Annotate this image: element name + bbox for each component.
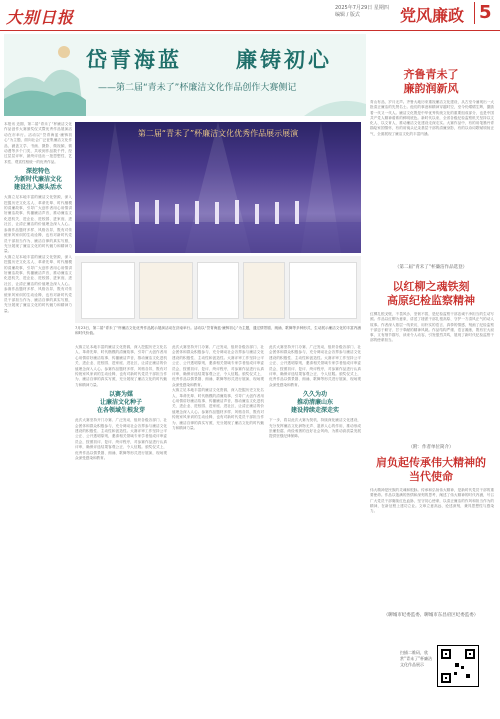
article-column-3	[172, 345, 264, 712]
artwork-gallery	[75, 256, 361, 323]
section-title: 党风廉政	[400, 6, 465, 25]
stage-performance-photo	[75, 122, 361, 253]
artwork-card	[289, 262, 357, 319]
stage-lights-graphic	[75, 122, 361, 253]
right-article-2-title: 以红柳之魂铁刻 高原纪检监察精神	[387, 280, 475, 307]
article-column-1	[4, 122, 72, 712]
right-article-1-title: 齐鲁青未了 廉韵润新风	[403, 68, 459, 95]
qr-code-icon[interactable]	[437, 645, 479, 687]
right-article-2-author: （附：作者单位简介）	[408, 445, 454, 450]
artwork-card	[243, 262, 285, 319]
headline-subtitle: ——第二届“青未了”杯廉洁文化作品创作大赛侧记	[98, 83, 297, 93]
artwork-card	[81, 262, 135, 319]
gallery-caption: 7月23日，第二届“青未了”杯廉洁文化优秀作品展示展演活动在济南举行。活动以“岱青海蓝·廉铸初心”为主题，通过情景剧、朗诵、歌舞等多种形式，生动展示廉洁文化的丰富内涵和时代价值。	[75, 326, 361, 335]
article-paragraph: 此次大赛坚持开门办赛、广泛发动，组织各级各部门、社会团体和群众积极参与，充分调动社会各界参与廉洁文化建设的积极性、主动性和创造性。大赛评审工作坚持公平公正、公开透明原则，邀请相关领域专家学者组成评审委员会，按照初评、复评、终评程序，对参赛作品进行认真评审，确保评选结果客观公正、令人信服。颁奖仪式上，优秀作品以情景剧、朗诵、歌舞等形式进行展演，现场观众深受感染和教育。	[172, 345, 264, 387]
right-article-1-body: 青山有品，岁月无声。齐鲁大地历来重视廉洁文化建设，从古至今涌现出一大批清正廉洁的先贤名士。他们的事迹和精神穿越时空，至今仍熠熠生辉，激励着一代又一代人。廉洁文化既是中华优秀传统文化的重要组成部分，也是中国共产党人精神谱系的鲜明底色。新时代以来，全省各级纪检监察机关坚持以文化人、以文育人，推动廉洁文化建设走深走实。大赛作品中，有的用笔墨丹青描绘家国情怀，有的用镜头记录基层干部的清廉身影，有的以诗词歌赋颂扬正气，全面展现了廉洁文化的丰富内涵。	[370, 100, 494, 136]
article-paragraph: 大赛立足本地丰富的廉洁文化资源，深入挖掘历史文化名人、革命先辈、时代楷模的清廉故事，引导广大创作者用心用情讲好廉洁故事、传播廉洁声音，推动廉洁文化进机关、进企业、进校园、进家庭、进社区，让清正廉洁的价值理念深入人心。参赛作品题材多样、风格各异，既有对传统家风家训的生动诠释，也有对新时代党员干部担当作为、廉洁自律的真实写照，充分展现了廉洁文化的时代魅力和精神力量。	[4, 195, 72, 254]
right-article-1-author: （第二届“青未了”杯廉洁作品选登）	[394, 265, 468, 270]
page-number: 5	[474, 2, 492, 24]
article-subheading: 深挖特色 为新时代廉洁文化 建设注入源头活水	[13, 168, 62, 192]
artwork-card	[139, 262, 193, 319]
article-paragraph: 此次大赛坚持开门办赛、广泛发动，组织各级各部门、社会团体和群众积极参与，充分调动社会各界参与廉洁文化建设的积极性、主动性和创造性。大赛评审工作坚持公平公正、公开透明原则，邀请相关领域专家学者组成评审委员会，按照初评、复评、终评程序，对参赛作品进行认真评审，确保评选结果客观公正、令人信服。颁奖仪式上，优秀作品以情景剧、朗诵、歌舞等形式进行展演，现场观众深受感染和教育。	[75, 418, 167, 461]
article-column-4	[269, 345, 361, 712]
photo-banner-text: 第二届“青未了”杯廉洁文化优秀作品展示展演	[137, 129, 299, 138]
article-subheading: 以赛为媒 让廉洁文化种子 在各领域生根发芽	[96, 391, 145, 415]
qr-pattern	[438, 646, 478, 686]
headline-part-a: 岱青海蓝	[86, 47, 182, 72]
article-paragraph: 大赛立足本地丰富的廉洁文化资源，深入挖掘历史文化名人、革命先辈、时代楷模的清廉故事，引导广大创作者用心用情讲好廉洁故事、传播廉洁声音，推动廉洁文化进机关、进企业、进校园、进家庭、进社区，让清正廉洁的价值理念深入人心。参赛作品题材多样、风格各异，既有对传统家风家训的生动诠释，也有对新时代党员干部担当作为、廉洁自律的真实写照，充分展现了廉洁文化的时代魅力和精神力量。	[75, 345, 167, 387]
newspaper-logo: 大别日报	[6, 8, 75, 27]
article-paragraph: 此次大赛坚持开门办赛、广泛发动，组织各级各部门、社会团体和群众积极参与，充分调动社会各界参与廉洁文化建设的积极性、主动性和创造性。大赛评审工作坚持公平公正、公开透明原则，邀请相关领域专家学者组成评审委员会，按照初评、复评、终评程序，对参赛作品进行认真评审，确保评选结果客观公正、令人信服。颁奖仪式上，优秀作品以情景剧、朗诵、歌舞等形式进行展演，现场观众深受感染和教育。	[269, 345, 361, 387]
masthead	[0, 0, 500, 31]
article-paragraph: 下一步，将以此次大赛为契机，持续深化廉洁文化建设，充分发挥廉洁文化润物无声、滋养人心的作用，推动形成崇廉拒腐、尚俭戒奢的良好社会风尚，为推动高质量发展提供坚强纪律保障。	[269, 418, 361, 439]
issue-date: 2025年7月29日 星期四 编辑 / 版式	[335, 5, 389, 18]
right-article-3-author: （聊城市纪委监委、聊城市东昌府区纪委监委）	[383, 613, 479, 618]
right-article-2-body: 红柳扎根戈壁，不畏风沙，坚韧不拔，是纪检监察干部忠诚干净担当的生动写照。作品以红柳为意象，讲述了援派干部扎根高原、守护一方清风正气的动人故事。作者深入基层一线采访，用朴实的语言、真挚的情感，刻画了纪检监察干部忠于职守、甘于奉献的精神风貌。作品结构严谨、语言凝练，既有宏大叙事，又有细节描写，读来令人动容，引发强烈共鸣，展现了新时代纪检监察干部的使命担当。	[370, 312, 494, 343]
headline-part-b: 廉铸初心	[236, 47, 332, 72]
article-paragraph: 大赛立足本地丰富的廉洁文化资源，深入挖掘历史文化名人、革命先辈、时代楷模的清廉故事，引导广大创作者用心用情讲好廉洁故事、传播廉洁声音，推动廉洁文化进机关、进企业、进校园、进家庭、进社区，让清正廉洁的价值理念深入人心。参赛作品题材多样、风格各异，既有对传统家风家训的生动诠释，也有对新时代党员干部担当作为、廉洁自律的真实写照，充分展现了廉洁文化的时代魅力和精神力量。	[4, 254, 72, 313]
article-subheading: 久久为功 推动清廉山东 建设持续走深走实	[290, 391, 339, 415]
right-article-3-body: 伟大精神是民族的灵魂和根脉。传承和弘扬伟大精神，是新时代党员干部的重要使命。作品以饱满的热情和深刻的思考，阐述了伟大精神的时代内涵，号召广大党员干部赓续红色血脉，坚守初心使命，以清正廉洁的作风和担当作为的精神，在新征程上建功立业。文章立意高远、论述深刻，兼具思想性与感染力。	[370, 488, 494, 514]
article-column-2	[75, 345, 167, 712]
artwork-card	[197, 262, 239, 319]
article-paragraph: 大赛立足本地丰富的廉洁文化资源，深入挖掘历史文化名人、革命先辈、时代楷模的清廉故事，引导广大创作者用心用情讲好廉洁故事、传播廉洁声音，推动廉洁文化进机关、进企业、进校园、进家庭、进社区，让清正廉洁的价值理念深入人心。参赛作品题材多样、风格各异，既有对传统家风家训的生动诠释，也有对新时代党员干部担当作为、廉洁自律的真实写照，充分展现了廉洁文化的时代魅力和精神力量。	[172, 388, 264, 431]
qr-prompt-text: 扫描二维码，欣赏“青未了”杯廉洁文化作品展示	[400, 650, 433, 667]
right-article-3-title: 肩负起传承伟大精神的 当代使命	[376, 456, 486, 483]
article-paragraph: 本报讯 近期，第二届“青未了”杯廉洁文化作品创作大赛颁奖仪式暨优秀作品展演活动在市举行。活动以“岱青海蓝·廉铸初心”为主题，面向社会广泛征集廉洁文化作品，涵盖文学、书画、摄影、微视频、微动漫等多个门类，共收到作品数千件，经过层层评审，最终评选出一批思想性、艺术性、观赏性相统一的优秀作品。	[4, 122, 72, 164]
